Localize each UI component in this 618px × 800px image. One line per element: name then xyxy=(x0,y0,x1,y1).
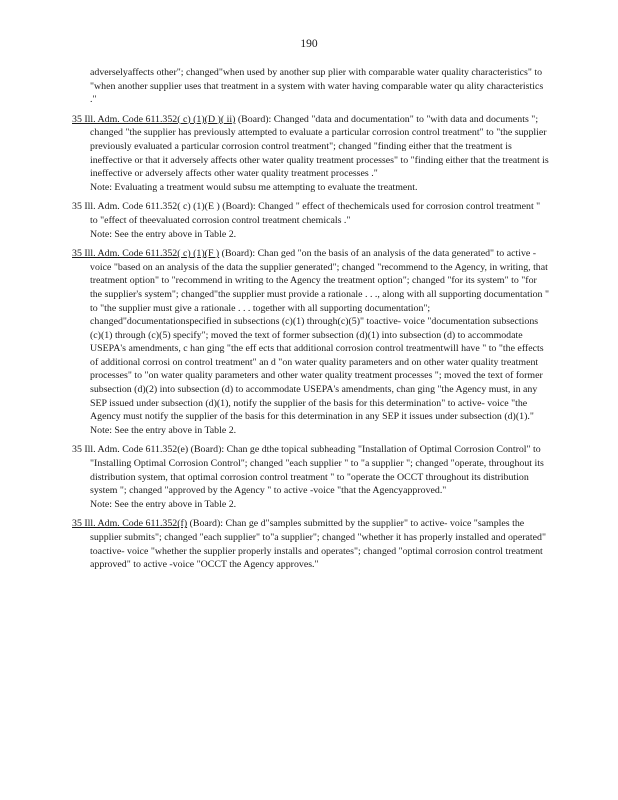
continued-paragraph: adverselyaffects other"; changed"when used by another sup plier with comparable water quality characteristics" to "when another supplier uses that treatment in a system with water having comparable water qu ality characteristics ." xyxy=(90,67,544,106)
entry-611-352-e xyxy=(72,443,550,511)
entry-text xyxy=(72,200,550,227)
entry-body: (Board): Chan ge dthe topical subheading "Installation of Optimal Corrosion Control" to "Installing Optimal Corrosion Control"; changed "each supplier " to "a supplier "; changed "operate, throughout its distribution system, that optimal corrosion control treatment " to "operate the OCCT throughout its distribution system "; changed "approved by the Agency " to active -voice "that the Agencyapproved." xyxy=(90,444,544,497)
entry-text xyxy=(72,113,550,181)
entry-citation: 35 Ill. Adm. Code 611.352(f) xyxy=(72,518,188,530)
entry-body: (Board): Chan ged "on the basis of an analysis of the data generated" to active -voice "based on an analysis of the data the supplier generated"; changed "recommend to the Agency, in writing, that treatment option" to "recommend in writing to the Agency the treatment option"; changed "for its system" to "for the supplier's system"; changed"the supplier must provide a rationale . . ., along with all supporting documentation " to "the supplier must give a rationale . . . together with all supporting documentation"; changed"documentationspecified in subsections (c)(1) through(c)(5)" toactive- voice "documentation subsections (c)(1) through (c)(5) specify"; moved the text of former subsection (d)(1) into subsection (d) to accommodate USEPA's amendments, c han ging "the eff ects that additional corrosion control treatmentwill have " to "the effects of additional corrosi on control treatment" an d "on water quality parameters and on other water quality treatment processes" to "on water quality parameters and other water quality treatment processes "; moved the text of former subsection (d)(2) into subsection (d) to accommodate USEPA's amendments, chan ging "the Agency must, in any SEP issued under subsection (d)(1), notify the supplier of the basis for this determination" to active- voice "the Agency must notify the supplier of the basis for this determination in any SEP it issues under subsection (d)(1)." xyxy=(90,248,549,423)
entry-text xyxy=(72,247,550,424)
entry-note: Note: See the entry above in Table 2. xyxy=(90,498,237,510)
entry-text xyxy=(72,517,550,571)
entry-611-352-c-1-f xyxy=(72,247,550,437)
entry-citation: 35 Ill. Adm. Code 611.352( c) (1)(F ) xyxy=(72,248,220,260)
entry-note: Note: See the entry above in Table 2. xyxy=(90,424,237,436)
entry-body: (Board): Changed "data and documentation" to "with data and documents "; changed "the supplier has previously attempted to evaluate a particular corrosion control treatment" to "the supplier previously evaluated a particular corrosion control treatment"; changed "finding either that the treatment is ineffective or that it adversely affects other water quality treatment processes" to "finding either that the treatment is ineffective or adversely affects other water quality treatment processes ." xyxy=(90,113,549,180)
entry-body: (Board): Chan ge d"samples submitted by the supplier" to active- voice "samples the supplier submits"; changed "each supplier" to"a supplier"; changed "whether it has properly installed and operated" toactive- voice "whether the supplier properly installs and operates"; changed "optimal corrosion control treatment approved" to active -voice "OCCT the Agency approves." xyxy=(90,518,547,571)
page-number: 190 xyxy=(300,38,318,50)
page-content xyxy=(72,66,550,572)
entry-body: (Board): Changed " effect of thechemicals used for corrosion control treatment " to "effect of theevaluated corrosion control treatment chemicals ." xyxy=(90,201,541,226)
entry-citation: 35 Ill. Adm. Code 611.352( c) (1)(E ) xyxy=(72,201,220,213)
entry-citation: 35 Ill. Adm. Code 611.352(e) xyxy=(72,444,189,456)
entry-611-352-c-1-e xyxy=(72,200,550,241)
entry-citation: 35 Ill. Adm. Code 611.352( c) (1)(D )( ii) xyxy=(72,113,236,125)
entry-611-352-c-1-d-ii xyxy=(72,113,550,195)
entry-text xyxy=(72,443,550,497)
entry-611-352-f xyxy=(72,517,550,571)
entry-note: Note: See the entry above in Table 2. xyxy=(90,228,237,240)
entry-note: Note: Evaluating a treatment would subsu me attempting to evaluate the treatment. xyxy=(90,181,418,193)
